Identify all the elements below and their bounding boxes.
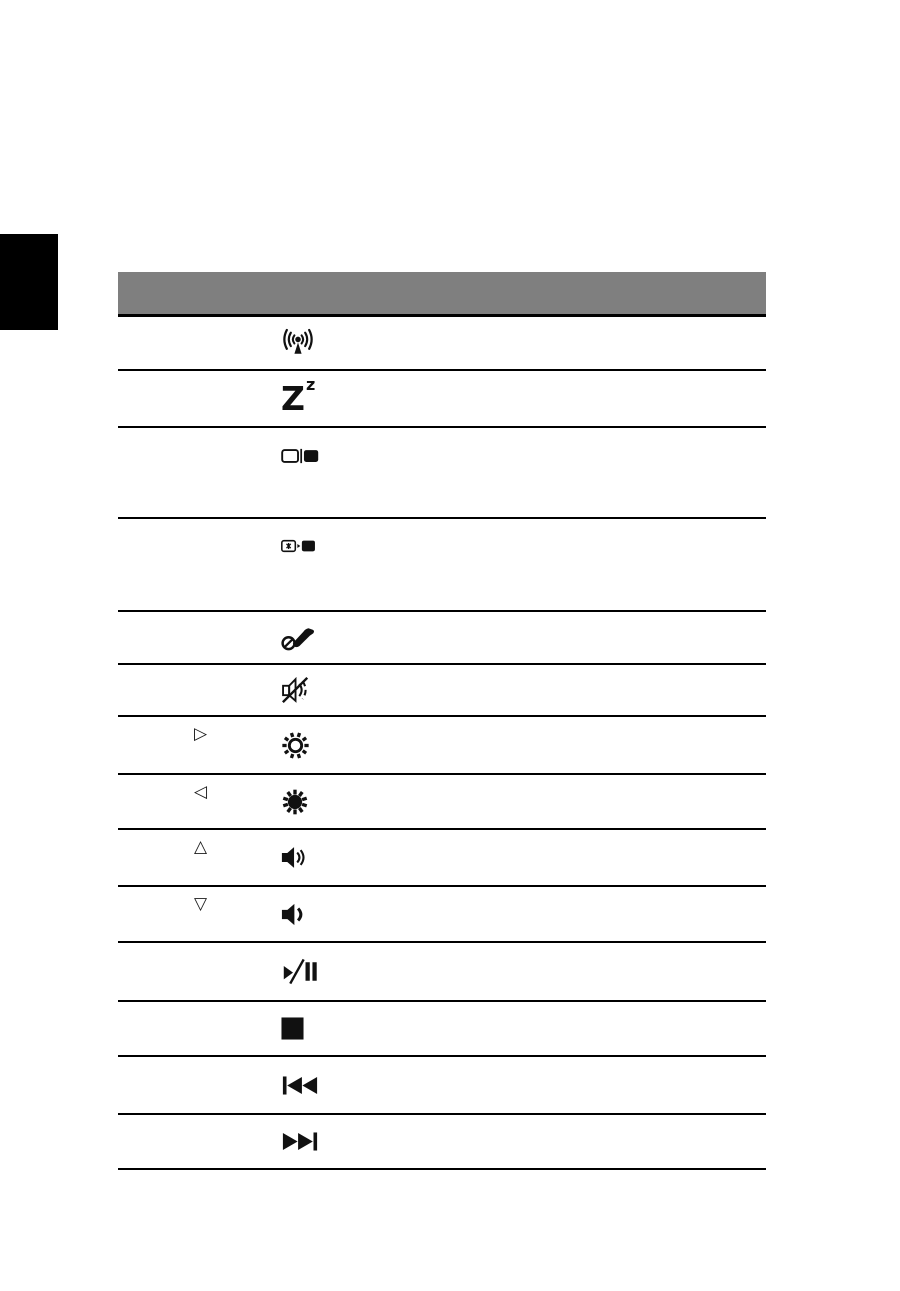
stop-icon: [281, 1017, 304, 1040]
hotkey-row-volume-up: [118, 830, 766, 887]
next-track-icon: [281, 1132, 319, 1151]
hotkey-row-brightness-up: [118, 717, 766, 775]
volume-down-icon: [281, 902, 305, 927]
hotkey-row-speaker-mute: [118, 665, 766, 717]
table-header-bar: [118, 272, 766, 317]
play-pause-icon: [281, 958, 318, 985]
display-toggle-icon: [281, 448, 319, 464]
brightness-up-icon: [281, 731, 310, 760]
volume-up-icon: [281, 845, 308, 870]
table-body: [118, 317, 766, 1170]
left-triangle-icon: ◁: [194, 782, 208, 802]
hotkey-row-backlight-off: [118, 519, 766, 612]
hotkey-row-volume-down: [118, 887, 766, 943]
touchpad-toggle-icon: [281, 624, 317, 651]
up-triangle-icon: △: [194, 837, 208, 857]
hotkey-row-touchpad-toggle: [118, 612, 766, 665]
hotkey-row-stop: [118, 1002, 766, 1057]
down-triangle-icon: ▽: [194, 894, 208, 914]
brightness-down-icon: [281, 788, 309, 816]
hotkey-row-next-track: [118, 1115, 766, 1170]
sleep-z-glyph: Z: [281, 378, 305, 418]
prev-track-icon: [281, 1076, 319, 1095]
sleep-icon: [281, 374, 316, 418]
hotkey-table: [118, 272, 766, 1170]
mute-icon: [281, 675, 311, 705]
hotkey-row-sleep: [118, 371, 766, 428]
hotkey-row-play-pause: [118, 943, 766, 1002]
hotkey-row-previous-track: [118, 1057, 766, 1115]
chapter-tab: [0, 234, 58, 330]
backlight-icon: [281, 539, 317, 553]
wireless-icon: [281, 327, 315, 359]
hotkey-row-communication: [118, 317, 766, 371]
sleep-z-sup-glyph: z: [305, 374, 316, 394]
hotkey-row-brightness-down: [118, 775, 766, 830]
hotkey-row-display-toggle: [118, 428, 766, 519]
right-triangle-icon: ▷: [194, 724, 208, 744]
